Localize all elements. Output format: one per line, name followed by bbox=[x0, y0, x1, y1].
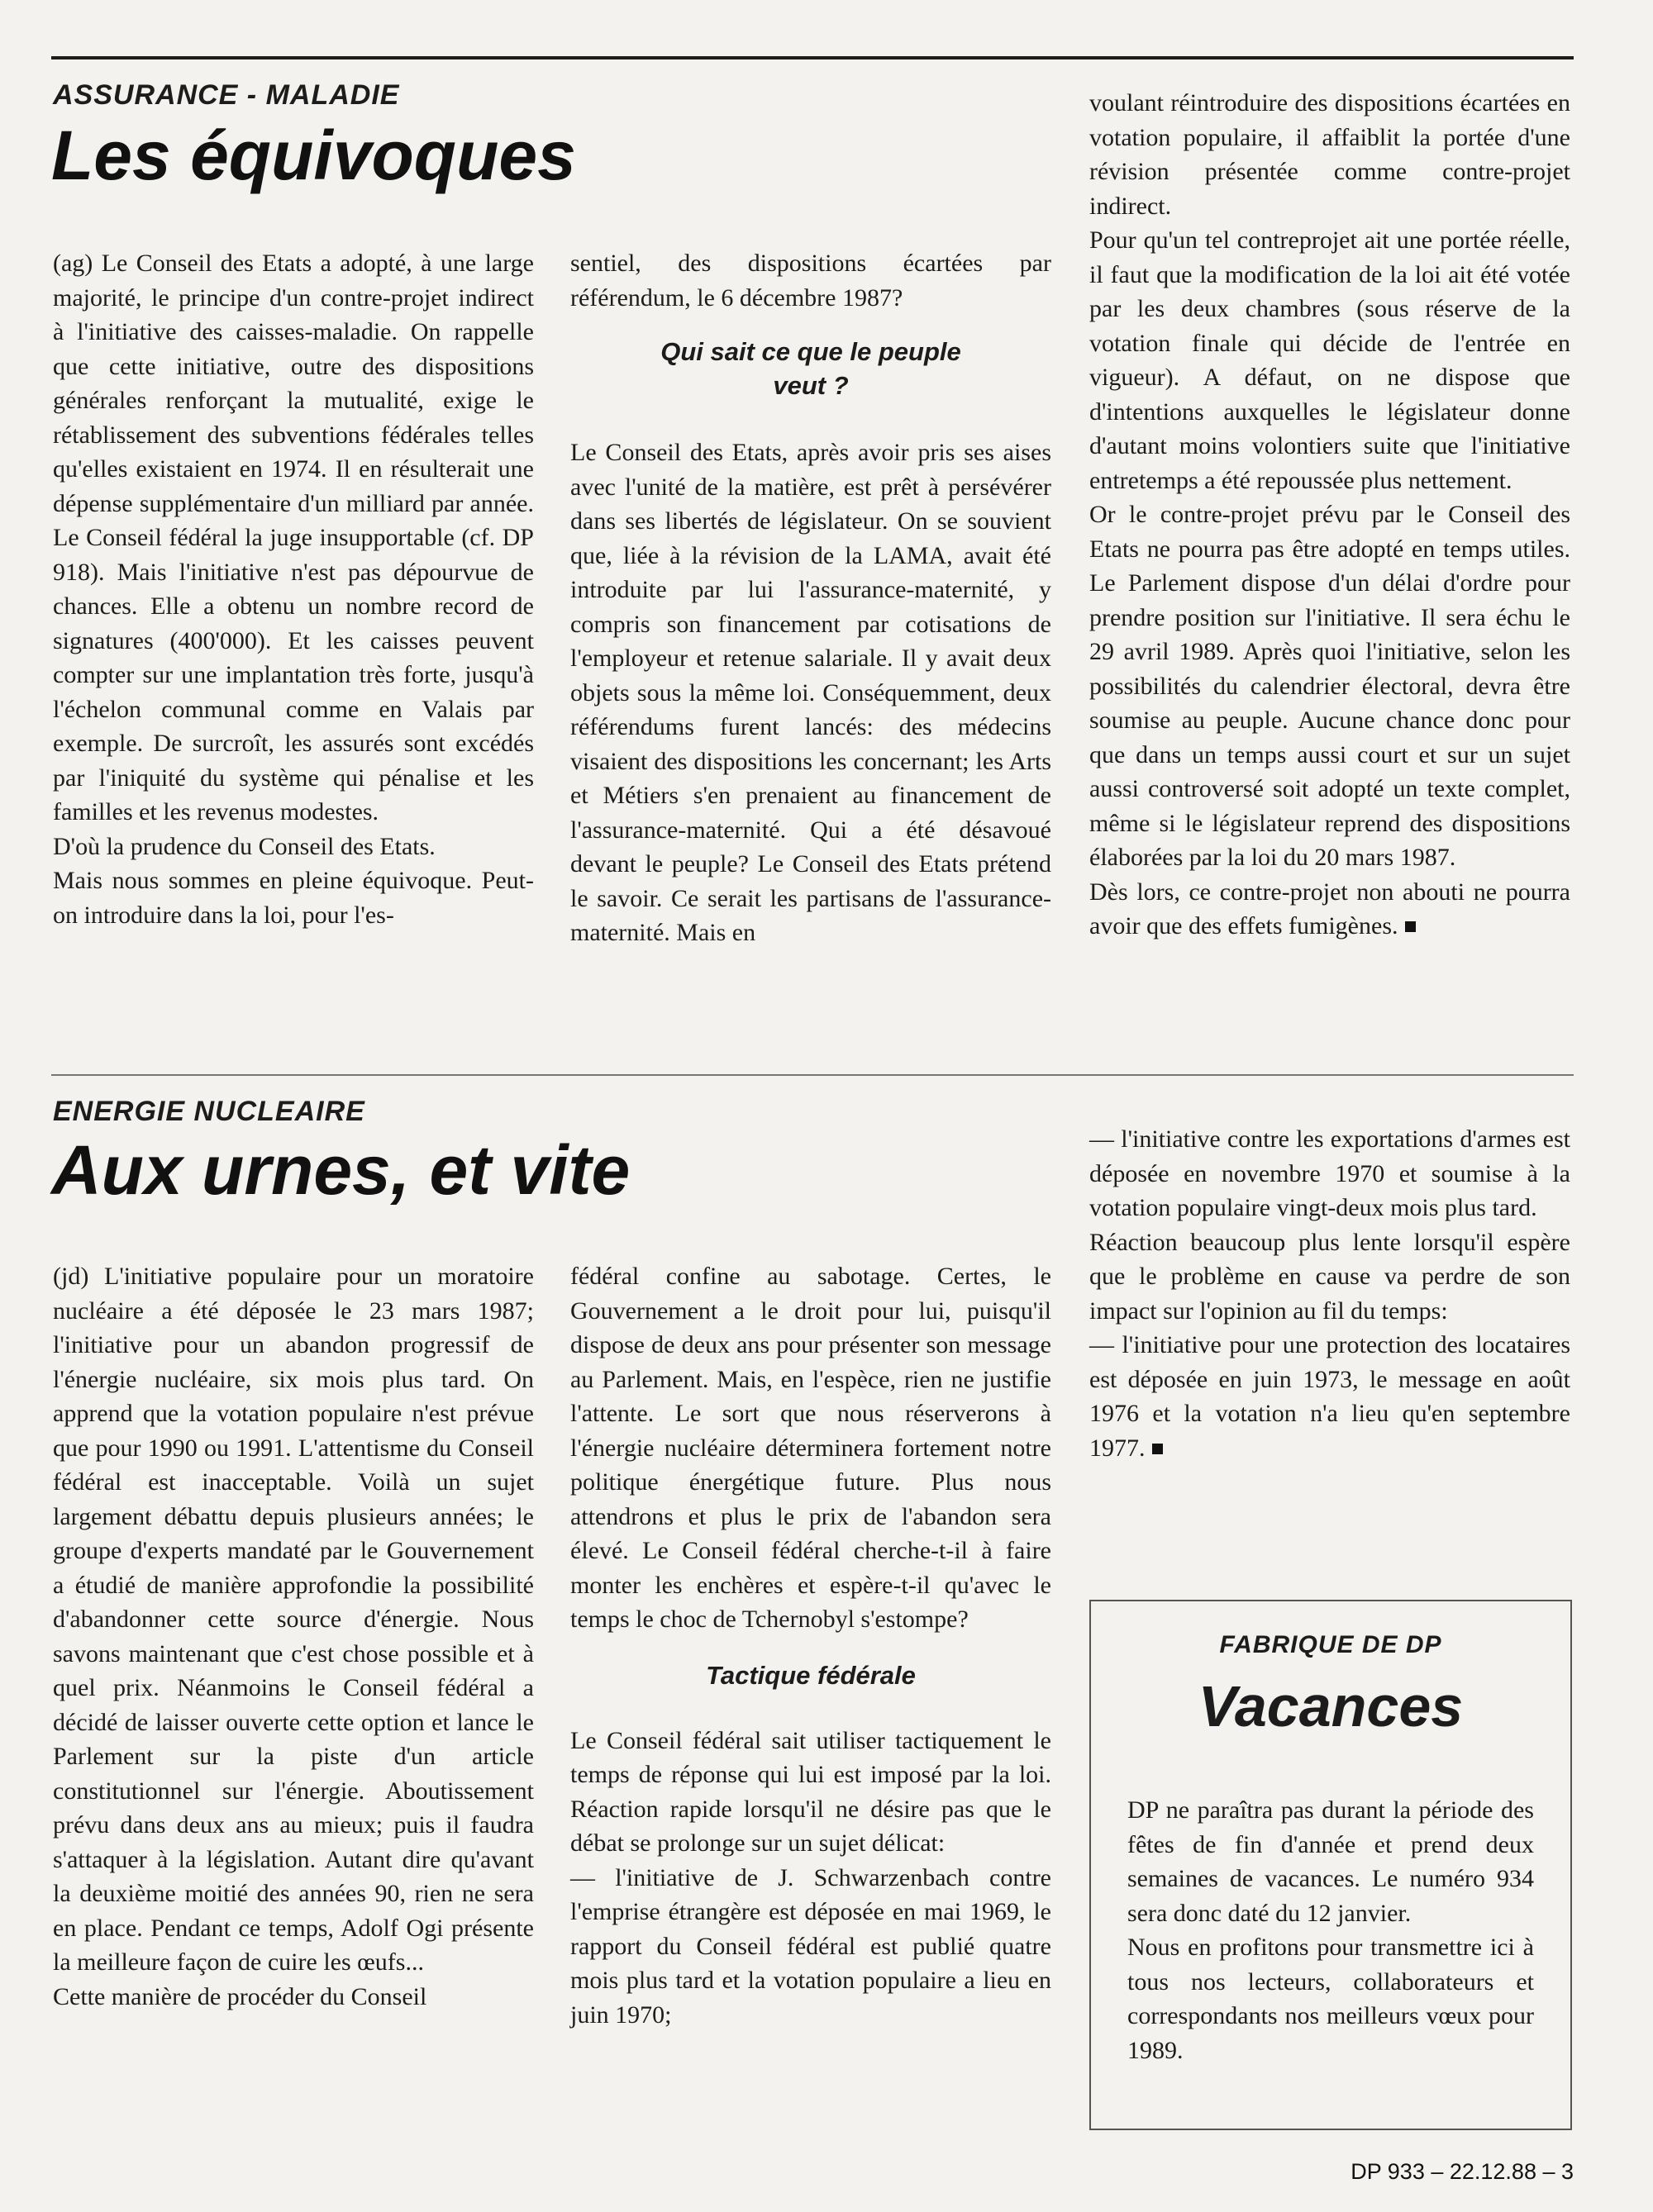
box-kicker: FABRIQUE DE DP bbox=[1219, 1631, 1442, 1658]
article2-col2-paragraph: — l'initiative de J. Schwarzenbach contre l'emprise étrangère est déposée en mai 1969, le rapport du Conseil fédéral est publié quatre mois plus tard et la votation populaire a lieu en juin 1970; bbox=[570, 1863, 1051, 2029]
vacances-notice-box bbox=[1089, 1600, 1572, 2130]
article1-col2-paragraph: sentiel, des dispositions écartées par référendum, le 6 décembre 1987? bbox=[570, 250, 1051, 312]
article1-kicker: ASSURANCE - MALADIE bbox=[53, 79, 400, 111]
end-of-article-mark bbox=[1405, 921, 1416, 932]
article2-closing-text: — l'initiative pour une protection des locataires est déposée en juin 1973, le message en août 1976 et la votation n'a lieu qu'en septembre 1977. bbox=[1089, 1331, 1570, 1462]
article2-col3-paragraph: Réaction beaucoup plus lente lorsqu'il espère que le problème en cause va perdre de son impact sur l'opinion au fil du temps: bbox=[1089, 1228, 1570, 1325]
article1-column-1 bbox=[53, 246, 534, 932]
article1-col3-paragraph: Pour qu'un tel contreprojet ait une portée réelle, il faut que la modification de la loi ait été votée par les deux chambres (sous réserve de la votation finale qui décide de l'entrée en vigueur). A défaut, on ne dispose que d'intentions auxquelles le législateur donne d'autant moins volontiers suite que l'initiative entretemps a été repoussée plus nettement. bbox=[1089, 226, 1570, 494]
box-paragraph: DP ne paraîtra pas durant la période des fêtes de fin d'année et prend deux semaines de vacances. Le numéro 934 sera donc daté du 12 janvier. bbox=[1127, 1796, 1534, 1927]
article1-col3-paragraph: voulant réintroduire des dispositions écartées en votation populaire, il affaiblit la portée d'une révision présentée comme contre-projet indirect. bbox=[1089, 89, 1570, 220]
article2-column-1 bbox=[53, 1259, 534, 2014]
article1-column-3 bbox=[1089, 86, 1570, 944]
box-body bbox=[1127, 1793, 1534, 2067]
page-footer: DP 933 – 22.12.88 – 3 bbox=[1351, 2159, 1574, 2184]
article2-col3-paragraph: — l'initiative contre les exportations d'armes est déposée en novembre 1970 et soumise à la votation populaire vingt-deux mois plus tard. bbox=[1089, 1125, 1570, 1221]
article1-col1-paragraph: D'où la prudence du Conseil des Etats. bbox=[53, 832, 436, 860]
article1-col2-paragraph: Le Conseil des Etats, après avoir pris ses aises avec l'unité de la matière, est prêt à persévérer dans ses libertés de législateur. On se souvient que, liée à la révision de la LAMA, avait été introduite par lui l'assurance-maternité, y compris son financement par cotisations de l'employeur et retenue salariale. Il y avait deux objets sous la même loi. Conséquemment, deux référendums furent lancés: des médecins visaient des dispositions les concernant; les Arts et Métiers s'en prenaient au financement de l'assurance-maternité. Qui a été désavoué devant le peuple? Le Conseil des Etats prétend le savoir. Ce serait les partisans de l'assurance-maternité. Mais en bbox=[570, 439, 1051, 946]
article2-column-3 bbox=[1089, 1122, 1570, 1465]
article1-title: Les équivoques bbox=[51, 117, 576, 194]
article2-col2-paragraph: fédéral confine au sabotage. Certes, le Gouvernement a le droit pour lui, puisqu'il dispose de deux ans pour présenter son message au Parlement. Mais, en l'espèce, rien ne justifie l'attente. Le sort que nous réserverons à l'énergie nucléaire déterminera fortement notre politique énergétique future. Plus nous attendrons et plus le prix de l'abandon sera élevé. Le Conseil fédéral cherche-t-il à faire monter les enchères et espère-t-il qu'avec le temps le choc de Tchernobyl s'estompe? bbox=[570, 1263, 1051, 1633]
article2-col2-paragraph: Le Conseil fédéral sait utiliser tactiquement le temps de réponse qui lui est imposé par la loi. Réaction rapide lorsqu'il ne désire pas que le débat se prolonge sur un sujet délicat: bbox=[570, 1726, 1051, 1857]
article2-column-2 bbox=[570, 1259, 1051, 2032]
end-of-article-mark bbox=[1152, 1444, 1163, 1454]
article1-col1-paragraph: (ag) Le Conseil des Etats a adopté, à une large majorité, le principe d'un contre-projet indirect à l'initiative des caisses-maladie. On rappelle que cette initiative, outre des dispositions générales renforçant la mutualité, exige le rétablissement des subventions fédérales telles qu'elles existaient en 1974. Il en résulterait une dépense supplémentaire d'un milliard par année. Le Conseil fédéral la juge insupportable (cf. DP 918). Mais l'initiative n'est pas dépourvue de chances. Elle a obtenu un nombre record de signatures (400'000). Et les caisses peuvent compter sur une implantation très forte, jusqu'à l'échelon communal comme en Valais par exemple. De surcroît, les assurés sont excédés par l'iniquité du système qui pénalise et les familles et les revenus modestes. bbox=[53, 250, 534, 825]
box-paragraph: Nous en profitons pour transmettre ici à tous nos lecteurs, collaborateurs et correspondants nos meilleurs vœux pour 1989. bbox=[1127, 1934, 1534, 2064]
article1-col3-paragraph bbox=[1089, 875, 1570, 944]
section-divider bbox=[51, 1074, 1574, 1076]
article2-col1-paragraph: Cette manière de procéder du Conseil bbox=[53, 1982, 427, 2010]
article2-col1-paragraph: (jd) L'initiative populaire pour un moratoire nucléaire a été déposée le 23 mars 1987; l'initiative pour un abandon progressif de l'énergie nucléaire, six mois plus tard. On apprend que la votation populaire n'est prévue que pour 1990 ou 1991. L'attentisme du Conseil fédéral est inacceptable. Voilà un sujet largement débattu depuis plusieurs années; le groupe d'experts mandaté par le Gouvernement a étudié de manière approfondie la possibilité d'abandonner cette source d'énergie. Nous savons maintenant que c'est chose possible et à quel prix. Néanmoins le Conseil fédéral a décidé de laisser ouverte cette option et lance le Parlement sur la piste d'un article constitutionnel sur l'énergie. Aboutissement prévu dans deux ans au mieux; puis il faudra s'attaquer à la législation. Autant dire qu'avant la deuxième moitié des années 90, rien ne sera en place. Pendant ce temps, Adolf Ogi présente la meilleure façon de cuire les œufs... bbox=[53, 1263, 534, 1976]
box-title: Vacances bbox=[1198, 1674, 1464, 1739]
top-rule bbox=[51, 56, 1574, 59]
article1-col3-paragraph: Or le contre-projet prévu par le Conseil des Etats ne pourra pas être adopté en temps utiles. Le Parlement dispose d'un délai d'ordre pour prendre position sur l'initiative. Il sera échu le 29 avril 1989. Après quoi l'initiative, selon les possibilités du calendrier électoral, devra être soumise au peuple. Aucune chance donc pour que dans un temps aussi court et sur un sujet aussi controversé soit adopté un texte complet, même si le législateur reprend des dispositions élaborées par la loi du 20 mars 1987. bbox=[1089, 501, 1570, 871]
article1-subheading: Qui sait ce que le peuple veut ? bbox=[660, 337, 961, 400]
article1-closing-text: Dès lors, ce contre-projet non abouti ne pourra avoir que des effets fumigènes. bbox=[1089, 878, 1570, 940]
article1-column-2 bbox=[570, 246, 1051, 950]
article2-col3-paragraph bbox=[1089, 1328, 1570, 1465]
article2-subheading: Tactique fédérale bbox=[706, 1660, 916, 1690]
article2-kicker: ENERGIE NUCLEAIRE bbox=[53, 1096, 365, 1127]
article2-title: Aux urnes, et vite bbox=[51, 1131, 631, 1209]
article1-col1-paragraph: Mais nous sommes en pleine équivoque. Peut-on introduire dans la loi, pour l'es- bbox=[53, 867, 534, 929]
